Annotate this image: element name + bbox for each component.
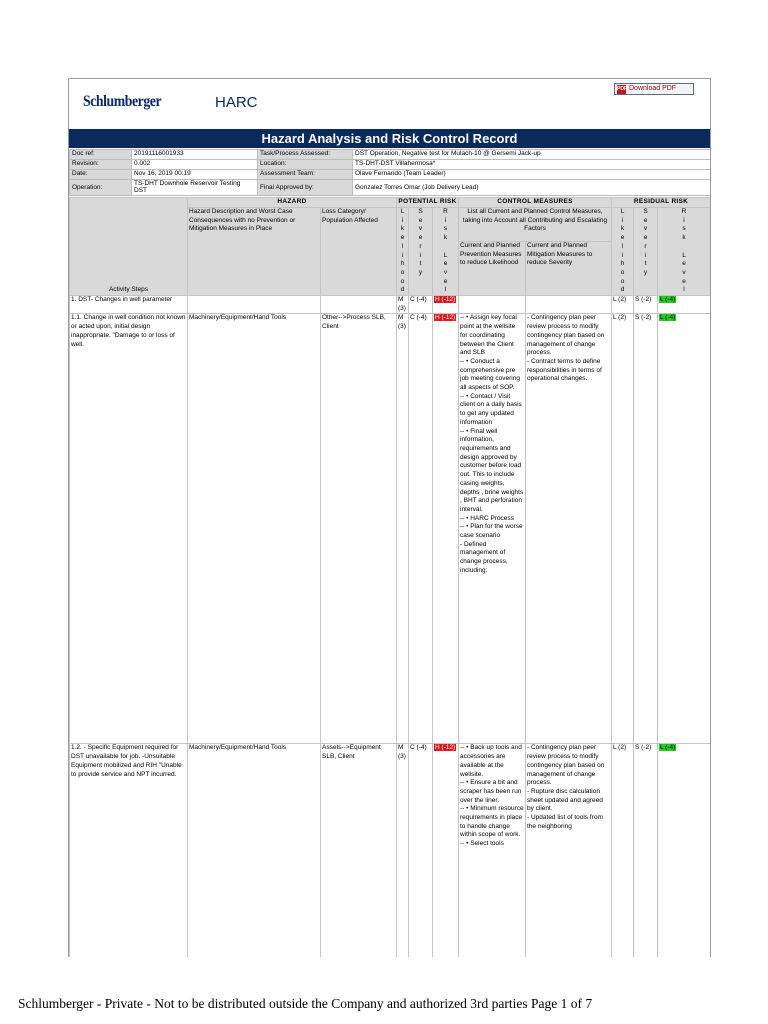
likelihood-cell: M (3)	[397, 296, 409, 314]
download-pdf-label: Download PDF	[629, 85, 677, 92]
metadata-table	[69, 149, 711, 196]
likelihood-cell: M (3)	[397, 314, 409, 744]
likelihood-header-label: L i k e l i h o o d	[400, 208, 405, 294]
top-bar	[69, 79, 710, 127]
high-risk-badge: H (-12)	[435, 744, 456, 752]
download-pdf-button[interactable]	[614, 83, 694, 95]
residual-severity-header	[634, 208, 658, 296]
residual-severity-cell: S (-2)	[634, 296, 658, 314]
revision-label: Revision:	[70, 160, 132, 170]
risk-level-cell	[433, 744, 459, 957]
activity-cell: 1.2. - Specific Equipment required for DST unavailable for job. -Unsuitable Equipment mobilized and RIH "Unable to provide service and NPT incurred.	[70, 744, 188, 957]
table-row	[70, 744, 711, 957]
revision-value: 0.002	[132, 160, 258, 170]
operation-label: Operation:	[70, 180, 132, 196]
risk-level-cell	[433, 314, 459, 744]
prevention-cell	[459, 296, 526, 314]
risk-level-header	[433, 208, 459, 296]
severity-header-label: S e v e r i t y	[418, 208, 423, 276]
page-footer: Schlumberger - Private - Not to be distributed outside the Company and authorized 3rd parties Page 1 of 7	[18, 996, 593, 1011]
loss-cell: Other-->Process SLB, Client	[321, 314, 397, 744]
hazard-description-header: Hazard Description and Worst Case Consequences with no Prevention or Mitigation Measures in Place	[188, 208, 321, 296]
severity-header	[409, 208, 433, 296]
likelihood-header	[397, 208, 409, 296]
app-title: HARC	[215, 94, 258, 111]
activity-cell: 1. DST- Changes in well parameter	[70, 296, 188, 314]
likelihood-cell: M (3)	[397, 744, 409, 957]
low-risk-badge: L (-4)	[660, 314, 676, 322]
pdf-icon: PDF	[617, 85, 627, 92]
approved-value: Gonzalez Torres Omar (Job Delivery Lead)	[353, 180, 711, 196]
mitigation-header: Current and Planned Mitigation Measures to reduce Severity	[526, 242, 612, 296]
hazard-cell: Machinery/Equipment/Hand Tools	[188, 314, 321, 744]
document-title: Hazard Analysis and Risk Control Record	[69, 129, 710, 148]
residual-likelihood-header-label: L i k e l i h o o d	[620, 208, 625, 294]
residual-risk-level-header	[658, 208, 711, 296]
control-list-header: List all Current and Planned Control Measures, taking into Account all Contributing and Escalating Factors	[459, 208, 612, 242]
mitigation-cell	[526, 296, 612, 314]
risk-table	[69, 197, 711, 957]
activity-cell: 1.1. Change in well condition not known or acted upon, initial design inappropriate. "Damage to or loss of well.	[70, 314, 188, 744]
prevention-cell: -- • Assign key focal point at the wellsite for coordinating between the Client and SLB -- • Conduct a comprehensive pre job meeting covering all aspects of SOP. -- • Contact / Visit client on a daily basis to get any updated information -- • Final well information, requirements and design approved by customer before load out. This to include casing weights, depths , brine weights , BHT and perforation interval. -- • HARC Process -- • Plan for the worse case scenario - Defined management of change process, including:	[459, 314, 526, 744]
team-value: Olave Fernando (Team Leader)	[353, 170, 711, 180]
residual-likelihood-cell: L (2)	[612, 314, 634, 744]
residual-severity-header-label: S e v e r i t y	[643, 208, 648, 276]
hazard-header: HAZARD	[188, 198, 397, 208]
residual-risk-header: RESIDUAL RISK	[612, 198, 711, 208]
residual-likelihood-cell: L (2)	[612, 744, 634, 957]
residual-likelihood-cell: L (2)	[612, 296, 634, 314]
severity-cell: C (-4)	[409, 314, 433, 744]
table-row	[70, 296, 711, 314]
residual-severity-cell: S (-2)	[634, 744, 658, 957]
prevention-cell: -- • Back up tools and accessories are available at the wellsite. -- • Ensure a bit and scraper has been run over the liner. -- • Minimum resource requirements in place to handle change within scope of work. -- • Select tools	[459, 744, 526, 957]
activity-steps-label: Activity Steps	[108, 286, 148, 294]
approved-label: Final Approved by:	[258, 180, 353, 196]
high-risk-badge: H (-12)	[435, 296, 456, 304]
schlumberger-logo: Schlumberger	[83, 93, 162, 110]
task-value: DST Operation, Negative test for Mulach-10 @ Gersemi Jack-up	[353, 150, 711, 160]
control-measures-header: CONTROL MEASURES	[459, 198, 612, 208]
activity-steps-header	[70, 198, 188, 296]
operation-value: TS-DHT Downhole Reservoir Testing DST	[132, 180, 258, 196]
severity-cell: C (-4)	[409, 744, 433, 957]
residual-severity-cell: S (-2)	[634, 314, 658, 744]
location-value: TS-DHT-DST Villahermosa*	[353, 160, 711, 170]
document-page	[68, 78, 711, 957]
residual-risk-level-header-label: R i s k L e v e l	[681, 208, 687, 294]
residual-risk-level-cell	[658, 296, 711, 314]
hazard-cell: Machinery/Equipment/Hand Tools	[188, 744, 321, 957]
task-label: Task/Process Assessed:	[258, 150, 353, 160]
risk-level-header-label: R i s k L e v e l	[443, 208, 448, 294]
table-row	[70, 314, 711, 744]
loss-cell: Assets-->Equipment SLB, Client	[321, 744, 397, 957]
potential-risk-header: POTENTIAL RISK	[397, 198, 459, 208]
doc-ref-value: 20191116001933	[132, 150, 258, 160]
residual-risk-level-cell	[658, 744, 711, 957]
severity-cell: C (-4)	[409, 296, 433, 314]
low-risk-badge: L (-4)	[660, 296, 676, 304]
doc-ref-label: Doc ref:	[70, 150, 132, 160]
loss-cell	[321, 296, 397, 314]
location-label: Location:	[258, 160, 353, 170]
hazard-cell	[188, 296, 321, 314]
mitigation-cell: - Contingency plan peer review process to modify contingency plan based on management of change process. - Rupture disc calculation sheet updated and agreed by client. - Updated list of tools from the neighboring	[526, 744, 612, 957]
date-value: Nov 16, 2019 00:19	[132, 170, 258, 180]
team-label: Assessment Team:	[258, 170, 353, 180]
residual-likelihood-header	[612, 208, 634, 296]
prevention-header: Current and Planned Prevention Measures to reduce Likelihood	[459, 242, 526, 296]
high-risk-badge: H (-12)	[435, 314, 456, 322]
date-label: Date:	[70, 170, 132, 180]
low-risk-badge: L (-4)	[660, 744, 676, 752]
risk-level-cell	[433, 296, 459, 314]
loss-category-header: Loss Category/ Population Affected	[321, 208, 397, 296]
residual-risk-level-cell	[658, 314, 711, 744]
mitigation-cell: - Contingency plan peer review process to modify contingency plan based on management of change process. - Contract terms to define responsibilities in terms of operational changes.	[526, 314, 612, 744]
